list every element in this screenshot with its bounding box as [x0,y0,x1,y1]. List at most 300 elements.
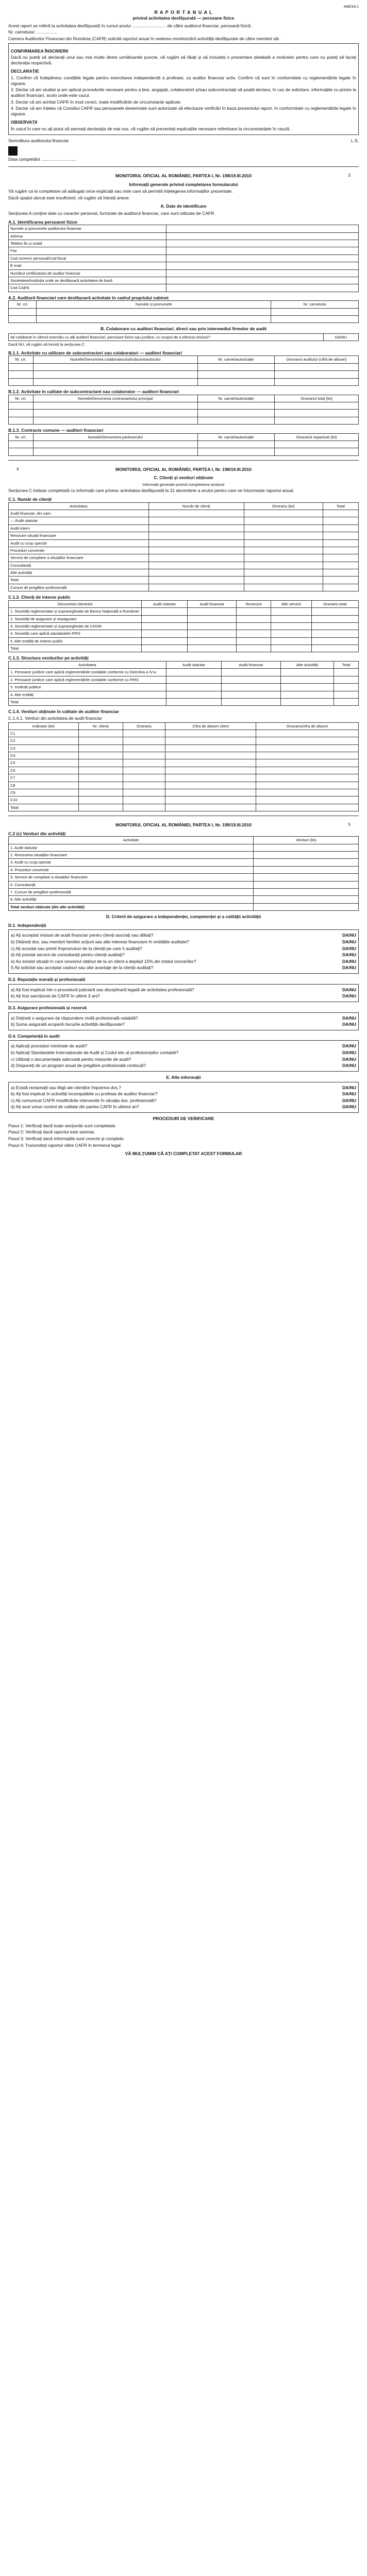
c12-title: C.1.2. Clienți de interes public [8,595,71,600]
a1-title: A.1. Identificarea persoanei fizice [8,219,78,225]
row-label: Audit financiar, din care: [9,510,149,517]
input-cell[interactable] [197,378,274,385]
input-cell[interactable] [142,637,188,645]
row-label: 1. Persoane juridice care aplică reglementările contabile conforme cu Directiva a IV-a [9,669,166,676]
input-cell[interactable] [311,622,359,630]
input-cell[interactable] [333,698,358,705]
input-cell[interactable] [166,255,358,262]
row-label: Proceduri convenite [9,547,149,554]
input-cell[interactable] [237,637,271,645]
input-cell[interactable] [333,684,358,691]
input-cell[interactable] [311,645,359,652]
answer-field[interactable]: DA/NU [342,958,356,964]
input-cell[interactable] [142,630,188,637]
input-cell[interactable] [244,569,323,577]
input-cell[interactable] [142,608,188,615]
input-cell[interactable] [237,608,271,615]
row-label: C6 [9,767,79,774]
input-cell[interactable] [33,371,197,378]
c2-table [8,836,359,911]
declaration-item: 1. Confirm că îndeplinesc condițiile legale pentru exercitarea independentă a profesiei, ca auditor financiar activ. Confirm că sunt în conformitate cu reglementările legale în vigoare. [11,75,356,86]
input-cell[interactable] [271,308,359,315]
input-cell[interactable] [78,737,123,744]
input-cell[interactable] [148,584,244,591]
input-cell[interactable] [244,562,323,569]
input-cell[interactable] [244,547,323,554]
table-cell: Numele și prenumele auditorului financiar [9,225,166,232]
input-cell[interactable] [271,622,311,630]
input-cell[interactable] [275,371,359,378]
input-cell[interactable] [165,804,256,811]
table-row [9,277,359,284]
table-row [9,637,359,645]
input-cell[interactable] [311,608,359,615]
input-cell[interactable] [237,645,271,652]
input-cell[interactable] [254,859,359,866]
input-cell[interactable] [222,684,281,691]
input-cell[interactable] [271,608,311,615]
table-row [9,737,359,744]
row-label: C4 [9,752,79,759]
input-cell[interactable] [148,517,244,524]
input-cell[interactable] [280,684,333,691]
input-cell[interactable] [148,554,244,562]
table-cell: E-mail [9,262,166,269]
question-row [11,1043,356,1049]
input-cell[interactable] [148,532,244,539]
input-cell[interactable] [188,637,237,645]
input-cell[interactable] [33,448,197,455]
input-cell[interactable] [165,744,256,752]
input-cell[interactable] [271,637,311,645]
table-row [9,774,359,782]
input-cell[interactable] [254,874,359,881]
input-cell[interactable] [166,277,358,284]
question-text: b) Aplicați Standardele Internaționale de Audit și Codul etic al profesioniștilor contabili? [11,1050,179,1055]
table-row [9,881,359,888]
col-header: Nr. crt. [9,395,34,402]
answer-field[interactable]: DA/NU [342,939,356,944]
table-row [9,247,359,255]
input-cell[interactable] [166,284,358,292]
input-cell[interactable] [33,441,197,448]
col-header: Nr. clienți [78,722,123,730]
input-cell[interactable] [244,539,323,547]
input-cell[interactable] [311,630,359,637]
table-row [9,269,359,277]
input-cell[interactable] [256,796,359,804]
input-cell[interactable] [280,691,333,698]
c14-question: C.1.4.1. Venituri din activitatea de audit financiar [8,715,102,721]
col-header: Numele/Denumirea contractantului principal [33,395,197,402]
input-cell[interactable] [254,852,359,859]
input-cell[interactable] [142,645,188,652]
input-cell[interactable] [323,562,358,569]
input-cell[interactable] [237,630,271,637]
input-cell[interactable] [78,774,123,782]
answer-field[interactable]: DA/NU [342,1022,356,1027]
input-cell[interactable] [323,584,358,591]
col-header: Onorariu [123,722,165,730]
cafr-logo-icon [8,146,18,156]
input-cell[interactable] [323,554,358,562]
input-cell[interactable] [333,676,358,683]
input-cell[interactable] [166,232,358,240]
input-cell[interactable] [165,737,256,744]
input-cell[interactable] [166,676,222,683]
signature-row [8,138,359,144]
table-row [9,698,359,705]
section-b-title: B. Colaborare cu auditori financiari, direct sau prin intermediul firmelor de audit [100,326,267,332]
input-cell[interactable] [123,744,165,752]
input-cell[interactable] [271,630,311,637]
table-header-row [9,395,359,402]
input-cell[interactable] [237,622,271,630]
input-cell[interactable] [123,774,165,782]
table-row [9,752,359,759]
input-cell[interactable] [197,448,274,455]
question-text: f) Ați solicitat sau acceptat cadouri sau alte avantaje de la clienții auditați? [11,965,154,971]
input-cell[interactable] [197,417,274,424]
answer-field[interactable]: DA/NU [342,1097,356,1103]
input-cell[interactable] [33,410,197,417]
input-cell[interactable] [78,789,123,796]
c1-text: Secțiunea C trebuie completată cu informații care privesc activitatea desfășurată la 31 decembrie a anului pentru care se întocmește raportul anual. [8,488,294,494]
col-header: Onorariul auditului (cifră de afaceri) [275,356,359,363]
answer-field[interactable]: DA/NU [342,952,356,958]
row-label: Audit cu scop special [9,539,149,547]
input-cell[interactable] [123,752,165,759]
row-label: C8 [9,782,79,789]
input-cell[interactable] [188,645,237,652]
col-header: Nr. carnet/autorizație [197,356,274,363]
question-row [11,959,356,964]
table-row [9,441,359,448]
input-cell[interactable] [254,888,359,895]
input-cell[interactable] [166,247,358,255]
c2-title: C.2 (c) Venituri din activități [8,831,66,836]
input-cell[interactable] [254,866,359,873]
procedure-step: Pasul 3: Verificați dacă informațiile sunt corecte și complete. [8,1136,125,1141]
input-cell[interactable] [78,804,123,811]
answer-field[interactable]: DA/NU [342,1084,356,1090]
input-cell[interactable] [33,363,197,370]
b-note: Dacă NU, vă rugăm să treceți la secțiunea C. [8,342,86,347]
input-cell[interactable] [78,744,123,752]
input-cell[interactable] [197,402,274,409]
answer-field[interactable]: DA/NU [342,1050,356,1055]
col-header: Onorariul total (lei) [275,395,359,402]
b12-title: B.1.2. Activitate în calitate de subcontractant sau colaborator — auditori financiari [8,388,179,394]
input-cell[interactable] [78,730,123,737]
row-label: C9 [9,789,79,796]
input-cell[interactable] [222,676,281,683]
input-cell[interactable] [222,698,281,705]
table-row [9,334,359,341]
input-cell[interactable] [78,782,123,789]
c11-table [8,502,359,592]
answer-field[interactable]: DA/NU [342,1015,356,1021]
input-cell[interactable] [166,669,222,676]
answer-field[interactable]: DA/NU [342,1091,356,1097]
input-cell[interactable] [256,774,359,782]
b11-title: B.1.1. Activitate cu utilizare de subcontractori sau colaboratori — auditori financiari [8,350,182,355]
input-cell[interactable] [165,730,256,737]
table-row [9,852,359,859]
input-cell[interactable] [323,569,358,577]
input-cell[interactable] [222,669,281,676]
input-cell[interactable] [256,759,359,767]
confirmation-text: Dacă nu puteți să declarați unul sau mai multe dintre următoarele puncte, vă rugăm să tăiați și să includeți o prezentare detaliată a motivelor pentru care nu puteți să faceți declarația respectivă. [11,55,356,65]
input-cell[interactable] [323,532,358,539]
table-cell: Numărul certificatului de auditor financiar [9,269,166,277]
input-cell[interactable] [78,759,123,767]
answer-field[interactable]: DA/NU [342,933,356,938]
input-cell[interactable] [333,669,358,676]
table-row [9,517,359,524]
input-cell[interactable] [123,737,165,744]
row-label: 1. Societăți reglementate și supravegheate de Banca Națională a României [9,608,142,615]
report-page [0,0,367,1157]
table-row [9,255,359,262]
input-cell[interactable] [166,684,222,691]
c1-title: C. Clienți și venituri obținute [154,475,213,481]
input-cell[interactable] [244,524,323,532]
input-cell[interactable] [197,441,274,448]
table-cell: Cod CAEN [9,284,166,292]
row-label: Cursuri de pregătire profesională [9,584,149,591]
input-cell[interactable] [165,782,256,789]
input-cell[interactable] [256,737,359,744]
input-cell[interactable] [256,804,359,811]
input-cell[interactable] [148,524,244,532]
input-cell[interactable] [197,363,274,370]
input-cell[interactable] [275,441,359,448]
table-row [9,669,359,676]
answer-field[interactable]: DA/NU [342,945,356,951]
input-cell[interactable] [323,577,358,584]
input-cell[interactable] [256,752,359,759]
table-header-row [9,433,359,440]
table-row [9,844,359,851]
input-cell[interactable] [37,316,271,323]
table-row [9,554,359,562]
answer-field[interactable]: DA/NU [342,1104,356,1110]
input-cell[interactable] [165,767,256,774]
input-cell[interactable] [188,615,237,622]
input-cell[interactable] [148,510,244,517]
a2-table [8,300,359,323]
row-label: Alte activități [9,569,149,577]
input-cell[interactable] [256,730,359,737]
input-cell[interactable] [280,676,333,683]
declaration-title: DECLARAȚIE [11,69,39,74]
row-label: Total [9,804,79,811]
input-cell[interactable] [166,691,222,698]
question-row [11,1098,356,1104]
table-row [9,608,359,615]
d3-box [8,1012,359,1030]
input-cell[interactable] [123,730,165,737]
input-cell[interactable] [254,896,359,903]
answer-cell[interactable]: DA/NU [324,334,359,341]
report-subtitle: privind activitatea desfășurată — persoane fizice [132,15,235,21]
row-label: 2. Revizuirea situațiilor financiare [9,852,254,859]
question-row [11,1091,356,1097]
input-cell[interactable] [148,577,244,584]
info-text: Vă rugăm ca la completare să adăugați orice explicații sau note care să permită înțelegerea informațiilor prezentate. [8,189,233,194]
table-row [9,622,359,630]
d1-box [8,929,359,974]
input-cell[interactable] [323,524,358,532]
col-header: Onorariu total [311,600,359,607]
input-cell[interactable] [275,410,359,417]
input-cell[interactable] [271,615,311,622]
answer-field[interactable]: DA/NU [342,1056,356,1062]
input-cell[interactable] [256,767,359,774]
question-text: a) Ați acceptat misiuni de audit financiar pentru clienți asociați sau afiliați? [11,933,154,938]
answer-field[interactable]: DA/NU [342,965,356,971]
input-cell[interactable] [165,789,256,796]
input-cell[interactable] [244,584,323,591]
input-cell[interactable] [256,782,359,789]
table-row [9,402,359,409]
input-cell[interactable] [275,448,359,455]
input-cell[interactable] [275,378,359,385]
input-cell[interactable] [166,269,358,277]
input-cell[interactable] [271,316,359,323]
b13-title: B.1.3. Contracte comune — auditori financiari [8,428,104,433]
input-cell[interactable] [123,759,165,767]
input-cell[interactable] [323,517,358,524]
input-cell[interactable] [165,752,256,759]
col-header: Numele/Denumirea partenerului [33,433,197,440]
input-cell[interactable] [197,371,274,378]
input-cell[interactable] [148,569,244,577]
row-label: 3. Audit cu scop special [9,859,254,866]
input-cell[interactable] [166,262,358,269]
table-row [9,789,359,796]
observations-text: În cazul în care nu ați putut să semnați declarația de mai sus, vă rugăm să prezentați explicațiile necesare referitoare la circumstanțele în cauză. [11,126,291,131]
input-cell[interactable] [244,517,323,524]
table-row [9,584,359,591]
input-cell[interactable] [323,539,358,547]
input-cell[interactable] [123,782,165,789]
question-cell: Ați colaborat în ultimul exercițiu cu alți auditori financiari, persoane fizice sau juridice, cu scopul de a efectua misiuni? [9,334,324,341]
input-cell[interactable] [78,767,123,774]
table-row [9,691,359,698]
input-cell[interactable] [188,630,237,637]
input-cell[interactable] [197,410,274,417]
input-cell[interactable] [165,774,256,782]
col-header: Denumirea clientului [9,600,142,607]
input-cell[interactable] [323,510,358,517]
input-cell[interactable] [275,417,359,424]
input-cell[interactable] [37,308,271,315]
input-cell[interactable] [123,804,165,811]
input-cell[interactable] [166,240,358,247]
input-cell[interactable] [123,767,165,774]
input-cell[interactable] [165,759,256,767]
input-cell[interactable] [166,225,358,232]
input-cell[interactable] [33,417,197,424]
input-cell[interactable] [166,698,222,705]
input-cell[interactable] [311,615,359,622]
input-cell[interactable] [275,363,359,370]
question-row [11,946,356,952]
input-cell[interactable] [123,796,165,804]
input-cell[interactable] [188,622,237,630]
input-cell[interactable] [148,547,244,554]
divider [8,166,359,167]
col-header: Nr. carnet/autorizație [197,433,274,440]
input-cell[interactable] [244,577,323,584]
input-cell[interactable] [244,510,323,517]
input-cell[interactable] [148,562,244,569]
table-row [9,308,359,315]
input-cell[interactable] [148,539,244,547]
c1-subtitle: Informații generale privind completarea secțiunii [142,482,225,487]
input-cell[interactable] [271,645,311,652]
input-cell[interactable] [254,903,359,910]
table-row [9,284,359,292]
table-row [9,645,359,652]
input-cell[interactable] [280,669,333,676]
b12-table [8,395,359,425]
input-cell[interactable] [188,608,237,615]
input-cell[interactable] [123,789,165,796]
table-row [9,316,359,323]
input-cell[interactable] [333,691,358,698]
input-cell[interactable] [280,698,333,705]
input-cell[interactable] [256,744,359,752]
question-row [11,1050,356,1056]
answer-field[interactable]: DA/NU [342,1043,356,1049]
input-cell[interactable] [222,691,281,698]
input-cell[interactable] [275,402,359,409]
input-cell[interactable] [244,554,323,562]
col-header: Audit statutar [142,600,188,607]
row-label: 5. Alte entități de interes public [9,637,142,645]
input-cell[interactable] [33,378,197,385]
input-cell[interactable] [142,622,188,630]
input-cell[interactable] [237,615,271,622]
table-row [9,378,359,385]
table-row [9,547,359,554]
input-cell[interactable] [165,796,256,804]
input-cell[interactable] [256,789,359,796]
input-cell[interactable] [254,844,359,851]
c14-title: C.1.4. Venituri obținute în calitate de auditor financiar [8,709,119,715]
input-cell[interactable] [33,402,197,409]
row-label: Audit intern [9,524,149,532]
answer-field[interactable]: DA/NU [342,993,356,999]
input-cell[interactable] [78,796,123,804]
d2-title: D.2. Reputație morală și profesională [8,977,86,982]
answer-field[interactable]: DA/NU [342,1063,356,1069]
c12-table [8,600,359,653]
row-label: 2. Societăți de asigurare și reasigurare [9,615,142,622]
input-cell[interactable] [311,637,359,645]
input-cell[interactable] [244,532,323,539]
answer-field[interactable]: DA/NU [342,987,356,992]
input-cell[interactable] [254,881,359,888]
input-cell[interactable] [323,547,358,554]
input-cell[interactable] [78,752,123,759]
monitor-header: MONITORUL OFICIAL AL ROMÂNIEI, PARTEA I, Nr. 198/19.III.2010 [115,466,252,472]
input-cell[interactable] [142,615,188,622]
confirmation-box [8,43,359,135]
